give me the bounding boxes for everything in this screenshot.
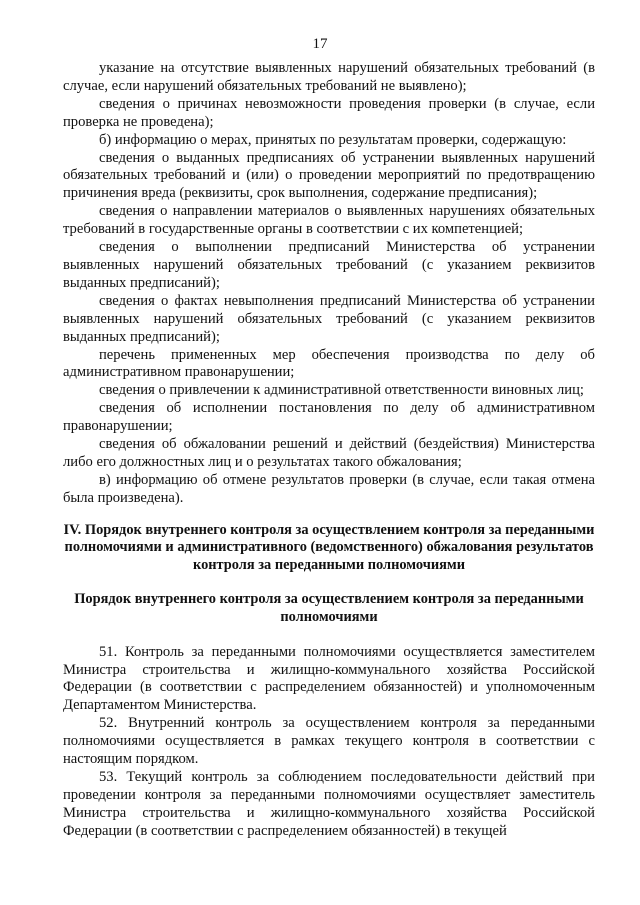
- paragraph: сведения о привлечении к административной ответственности виновных лиц;: [99, 382, 584, 399]
- section-heading: IV. Порядок внутреннего контроля за осуществлением контроля за переданными полномочиями и административного (ведомственного) обжалования результатов контроля за переданными полномочиями: [63, 521, 595, 573]
- document-body: [63, 60, 595, 841]
- paragraph: сведения о причинах невозможности проведения проверки (в случае, если проверка не проведена);: [63, 95, 595, 130]
- paragraph: 51. Контроль за переданными полномочиями осуществляется заместителем Министра строительства и жилищно-коммунального хозяйства Российской Федерации (в соответствии с распределением обязанностей) и уполномоченным Департаментом Министерства.: [63, 643, 595, 714]
- paragraph: в) информацию об отмене результатов проверки (в случае, если такая отмена была произведена).: [63, 471, 595, 506]
- paragraph: 52. Внутренний контроль за осуществлением контроля за переданными полномочиями осуществляется в рамках текущего контроля в соответствии с настоящим порядком.: [63, 715, 595, 768]
- paragraph: сведения о выданных предписаниях об устранении выявленных нарушений обязательных требований и (или) о проведении мероприятий по предотвращению причинения вреда (реквизиты, срок выполнения, содержание предписания);: [63, 149, 595, 202]
- page-number: 17: [312, 36, 328, 52]
- paragraph: сведения об обжаловании решений и действий (бездействия) Министерства либо его должностных лиц и о результатах такого обжалования;: [63, 436, 595, 470]
- paragraph: сведения о направлении материалов о выявленных нарушениях обязательных требований в государственные органы в соответствии с их компетенцией;: [63, 203, 595, 238]
- paragraph: сведения о выполнении предписаний Министерства об устранении выявленных нарушений обязательных требований (с указанием реквизитов выданных предписаний);: [63, 239, 595, 291]
- paragraph: сведения о фактах невыполнения предписаний Министерства об устранении выявленных нарушений обязательных требований (с указанием реквизитов выданных предписаний);: [63, 292, 595, 345]
- paragraph: перечень примененных мер обеспечения производства по делу об административном правонарушении;: [63, 346, 595, 381]
- paragraph: 53. Текущий контроль за соблюдением последовательности действий при проведении контроля за переданными полномочиями осуществляет заместитель Министра строительства и жилищно-коммунального хозяйства Российской Федерации (в соответствии с распределением обязанностей) в текущей: [63, 768, 595, 839]
- paragraph: б) информацию о мерах, принятых по результатам проверки, содержащую:: [99, 131, 567, 148]
- paragraph: сведения об исполнении постановления по делу об административном правонарушении;: [63, 400, 595, 435]
- subsection-heading: Порядок внутреннего контроля за осуществлением контроля за переданными полномочиями: [74, 591, 584, 626]
- paragraph: указание на отсутствие выявленных нарушений обязательных требований (в случае, если нарушений обязательных требований не выявлено);: [63, 60, 595, 94]
